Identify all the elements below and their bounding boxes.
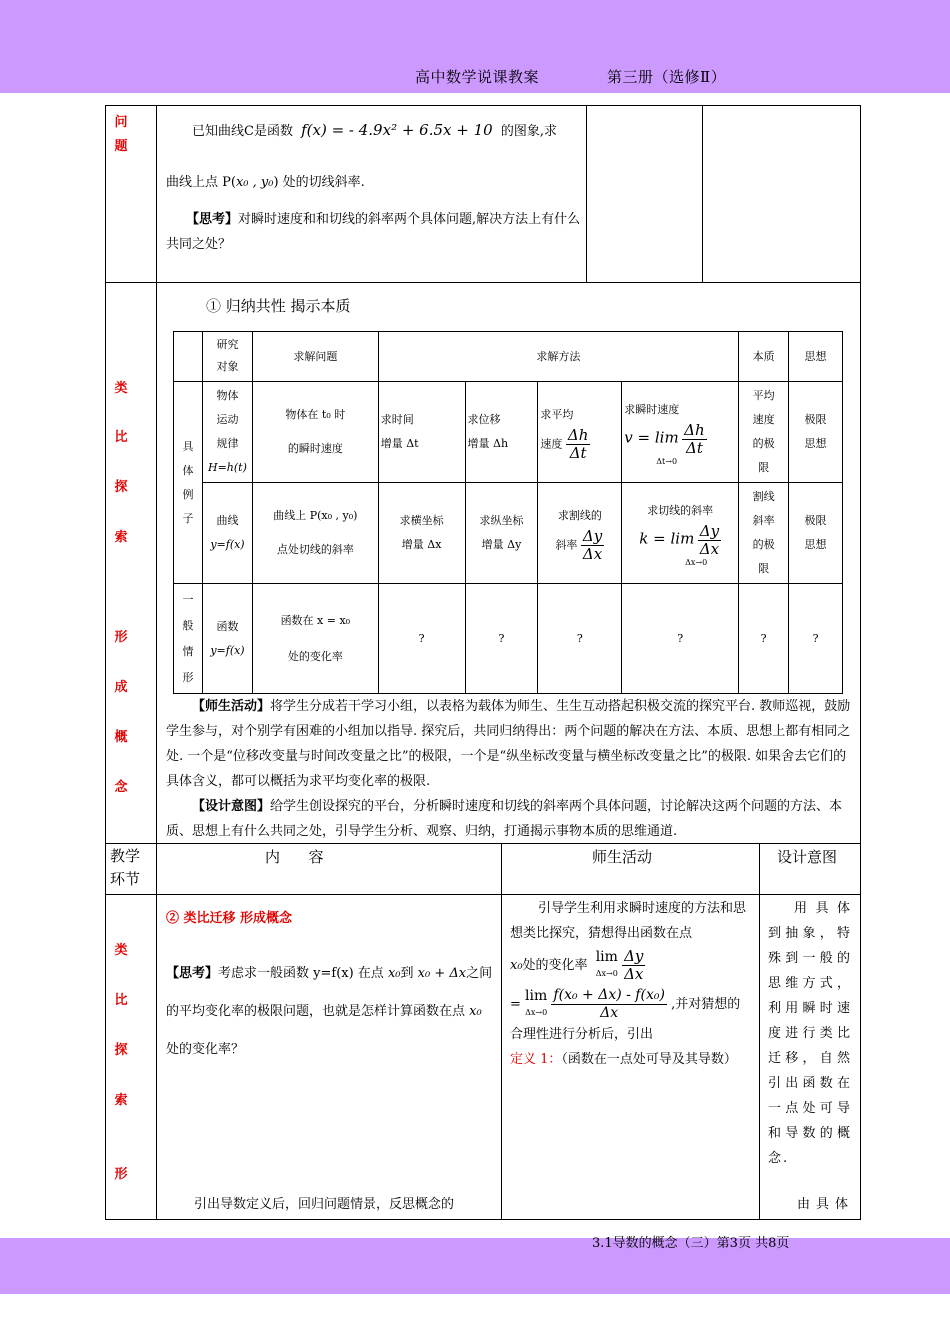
r3-problem: 函数在 x = x₀ 处的变化率 [252, 584, 378, 694]
r3-object: 函数 y=f(x) [202, 584, 252, 694]
r1-average-fraction: $\frac{\Delta h}{\Delta t}$ [567, 425, 589, 462]
side-label-problem-1: 问 [114, 115, 128, 130]
transfer-activity: 引导学生利用求瞬时速度的方法和思想类比探究，猜想得出函数在点 x₀处的变化率 lim Δx→0 $\frac{\Delta y}{\Delta x}$ = lim Δx→0 $\frac{\text{f(x₀ + Δx) - f(x₀)}}{\Delta x}$ ,并对猜想的合理性进行分析后，引出 定义 1：（函数在一点处可导及其导数） [510, 901, 747, 1067]
header-title: 高中数学说课教案 [415, 68, 540, 86]
side-label-analogy-2: 比 [114, 430, 128, 445]
side-label-analogy-3: 探 [114, 480, 128, 495]
subtitle-induce: ① 归纳共性 揭示本质 [206, 297, 351, 315]
transfer-design: 用具体到抽象，特殊到一般的思维方式，利用瞬时速度进行类比迁移，自然引出函数在一点处可导和导数的概念. [768, 901, 852, 1166]
activity-fraction-1: $\frac{\Delta y}{\Delta x}$ [624, 947, 644, 983]
r3-idea: ? [789, 584, 843, 694]
header-essence: 本质 [739, 332, 789, 382]
r2-method-1: 求横坐标 增量 Δx [378, 483, 465, 584]
transfer-think: 【思考】考虑求一般函数 y=f(x) 在点 x₀到 x₀ + Δx之间的平均变化率的极限问题，也就是怎样计算函数在点 x₀处的变化率？ [166, 966, 493, 1057]
problem-text-line1: 已知曲线C是函数 f(x) = - 4.9x² + 6.5x + 10 的图象,求 [192, 121, 557, 139]
r2-method-4: 求切线的斜率 k = lim $\frac{\Delta y}{\Delta x}$ Δx→0 [622, 483, 739, 584]
r2-method-3: 求割线的 斜率 $\frac{\Delta y}{\Delta x}$ [538, 483, 622, 584]
col-header-activity: 师生活动 [592, 848, 653, 866]
side-label-analogy-7: 概 [114, 730, 128, 745]
problem-text-line2: 曲线上点 P(x₀ , y₀) 处的切线斜率. [166, 175, 365, 190]
r1-object: 物体 运动 规律 H=h(t) [202, 382, 252, 483]
think-paragraph: 【思考】对瞬时速度和和切线的斜率两个具体问题,解决方法上有什么共同之处？ [166, 212, 581, 252]
side-label-analogy-1: 类 [114, 381, 128, 396]
r3-method-3: ? [538, 584, 622, 694]
r3-method-4: ? [622, 584, 739, 694]
table-corner [174, 332, 203, 382]
design-paragraph: 【设计意图】给学生创设探究的平台，分析瞬时速度和切线的斜率两个具体问题，讨论解决这两个问题的方法、本质、思想上有什么共同之处，引导学生分析、观察、归纳，打通揭示事物本质的思维通道. [166, 799, 843, 839]
side-label-transfer-2: 比 [114, 993, 128, 1008]
quadratic-formula: f(x) = - 4.9x² + 6.5x + 10 [301, 121, 493, 139]
r2-object: 曲线 y=f(x) [202, 483, 252, 584]
r2-essence: 割线 斜率 的极 限 [739, 483, 789, 584]
side-label-transfer-5: 形 [114, 1167, 128, 1182]
r2-method-2: 求纵坐标 增量 Δy [465, 483, 538, 584]
r3-method-1: ? [378, 584, 465, 694]
header-problem: 求解问题 [252, 332, 378, 382]
r3-essence: ? [739, 584, 789, 694]
r2-idea: 极限 思想 [789, 483, 843, 584]
side-label-transfer-4: 索 [114, 1093, 128, 1108]
header-volume: 第三册（选修Ⅱ） [607, 68, 727, 86]
col-header-stage: 教学环节 [110, 847, 141, 888]
side-label-analogy-5: 形 [114, 630, 128, 645]
side-label-analogy-4: 索 [114, 530, 128, 545]
r1-method-2: 求位移 增量 Δh [465, 382, 538, 483]
r1-method-1: 求时间 增量 Δt [378, 382, 465, 483]
col-header-content: 内 容 [265, 848, 324, 866]
side-label-transfer-1: 类 [114, 943, 128, 958]
header-object: 研究对象 [202, 332, 252, 382]
r1-essence: 平均 速度 的极 限 [739, 382, 789, 483]
r2-secant-fraction: $\frac{\Delta y}{\Delta x}$ [582, 526, 603, 563]
r1-method-4: 求瞬时速度 v = lim $\frac{\Delta h}{\Delta t}$ Δt→0 [622, 382, 739, 483]
r2-limit-fraction: $\frac{\Delta y}{\Delta x}$ [699, 521, 720, 558]
r1-method-3: 求平均 速度 $\frac{\Delta h}{\Delta t}$ [538, 382, 622, 483]
side-label-analogy-6: 成 [114, 680, 128, 695]
column-header-row [105, 843, 861, 895]
footer-band [0, 1238, 950, 1294]
footer-page-info: 3.1导数的概念（三）第3页 共8页 [592, 1236, 790, 1251]
side-label-problem-2: 题 [114, 139, 128, 154]
group-general: 一般情形 [174, 584, 203, 694]
side-label-analogy-8: 念 [114, 780, 128, 795]
r1-problem: 物体在 t₀ 时 的瞬时速度 [252, 382, 378, 483]
r1-idea: 极限 思想 [789, 382, 843, 483]
activity-paragraph: 【师生活动】将学生分成若干学习小组，以表格为载体为师生、生生互动搭起积极交流的探究平台. 教师巡视，鼓励学生参与，对个别学有困难的小组加以指导. 探究后，共同归纳得出：两个问题的解决在方法、本质、思想上都有相同之处. 一个是“位移改变量与时间改变量之比”的极限，一个是“纵坐标改变量与横坐标改变量之比”的极限. 如果舍去它们的具体含义，都可以概括为求平均变化率的极限. [166, 699, 851, 789]
transfer-title: ② 类比迁移 形成概念 [166, 911, 293, 926]
side-label-transfer-3: 探 [114, 1043, 128, 1058]
comparison-table [173, 331, 843, 694]
transfer-bottom-text: 引出导数定义后，回归问题情景，反思概念的 [194, 1197, 455, 1212]
header-idea: 思想 [789, 332, 843, 382]
r3-method-2: ? [465, 584, 538, 694]
r2-problem: 曲线上 P(x₀ , y₀) 点处切线的斜率 [252, 483, 378, 584]
col-header-design: 设计意图 [777, 848, 838, 866]
activity-fraction-2: $\frac{\text{f(x₀ + Δx) - f(x₀)}}{\Delta x}$ [553, 987, 665, 1021]
header-method: 求解方法 [378, 332, 738, 382]
r1-limit-fraction: $\frac{\Delta h}{\Delta t}$ [684, 420, 705, 457]
group-concrete: 具体例子 [174, 382, 203, 584]
transfer-design-bottom: 由具体 [797, 1197, 855, 1212]
